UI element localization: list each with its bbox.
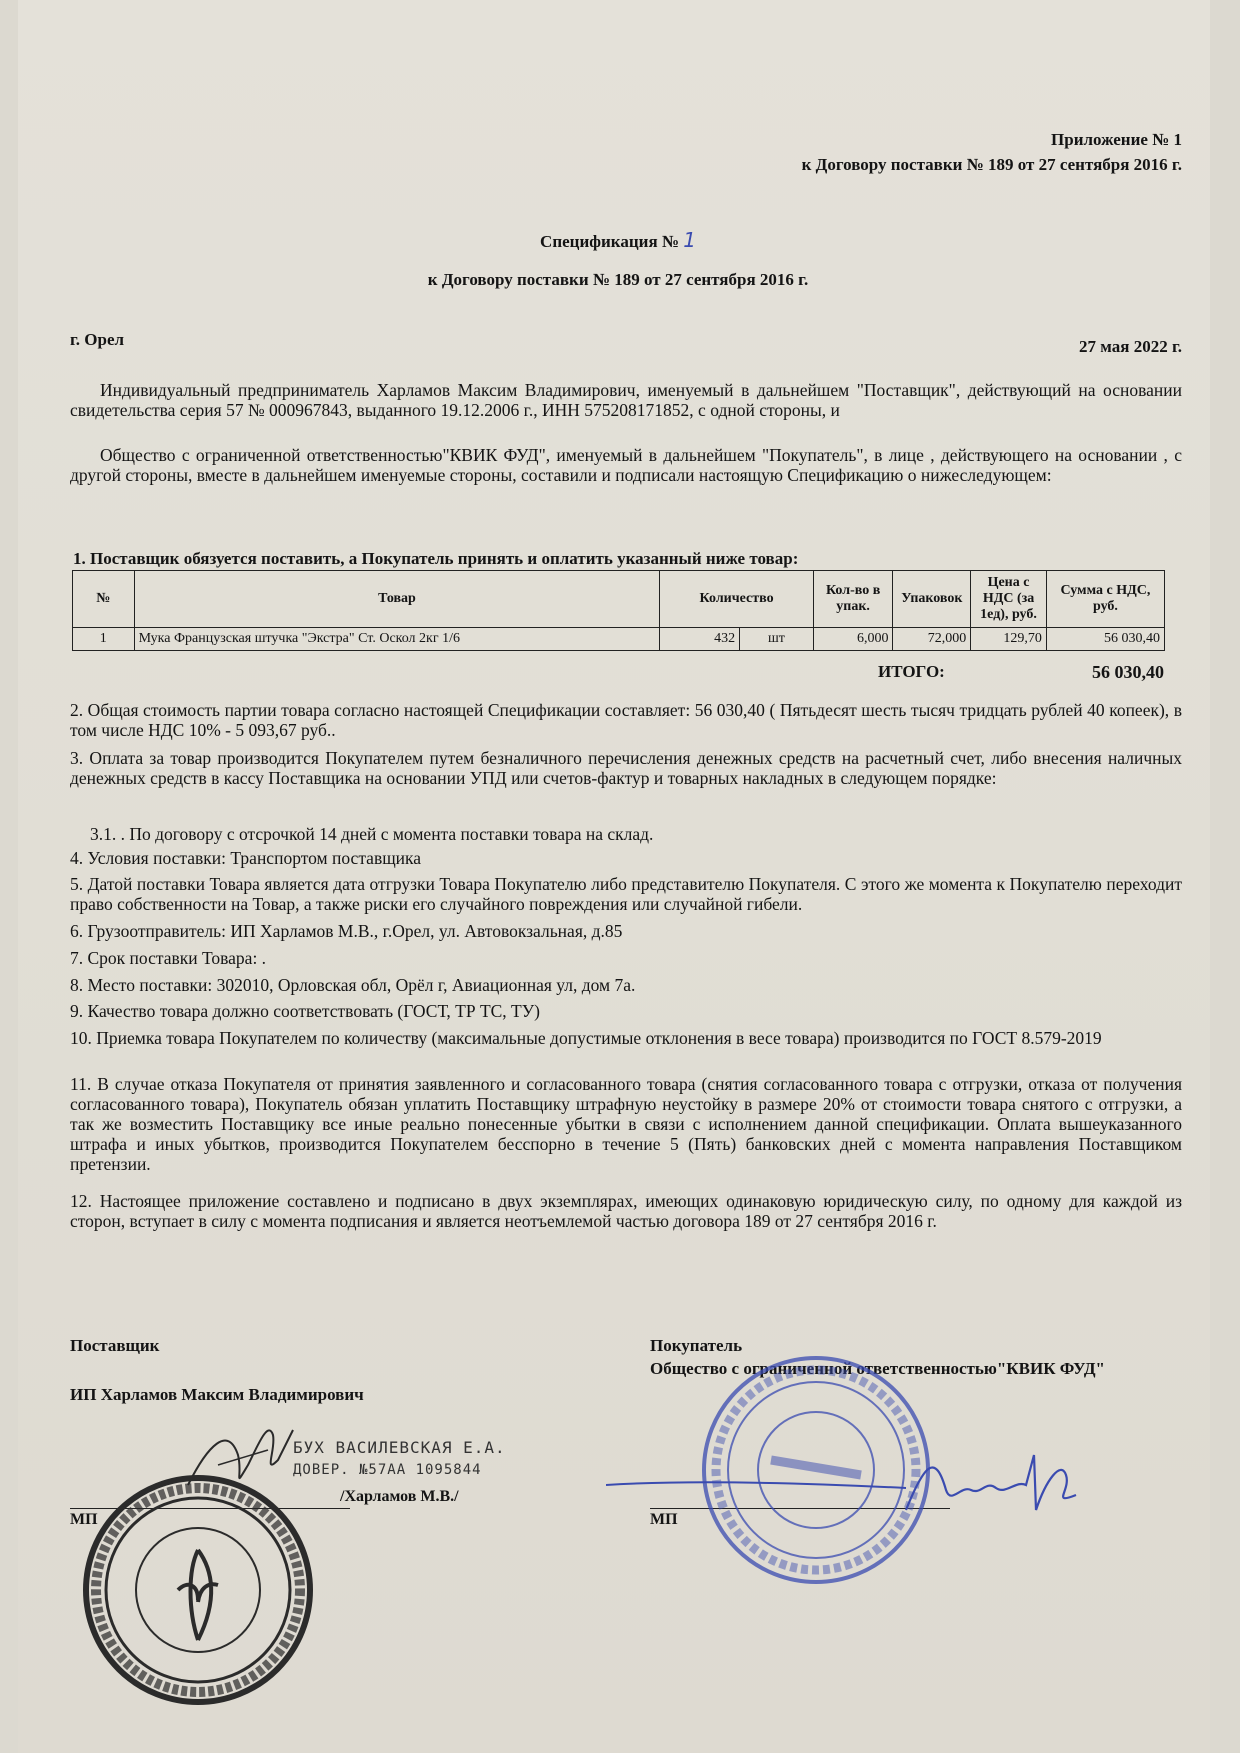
supplier-name: ИП Харламов Максим Владимирович <box>70 1385 364 1404</box>
table-row <box>73 628 1165 651</box>
row-per-pack: 6,000 <box>813 628 893 651</box>
col-sum: Сумма с НДС, руб. <box>1046 571 1164 628</box>
col-product: Товар <box>134 571 660 628</box>
clause-11: 11. В случае отказа Покупателя от принятия заявленного и согласованного товара (снятия согласованного товара с отгрузки, отказа от получения согласованного товара), Покупатель обязан уплатить Поставщику штрафную неустойку в размере 20% от стоимости товара снятого с отгрузки, а так же возместить Поставщику все иные реально понесенные убытки в связи с исполнением данной спецификации. Оплата вышеуказанного штрафа и иных убытков, производится Покупателем бесспорно в течение 5 (Пять) банковских дней с момента направления Поставщиком претензии. <box>70 1074 1182 1174</box>
total-value: 56 030,40 <box>1092 662 1164 682</box>
col-packs: Упаковок <box>893 571 971 628</box>
buyer-label: Покупатель <box>650 1336 743 1355</box>
city: г. Орел <box>70 330 125 349</box>
appendix-contract-ref: к Договору поставки № 189 от 27 сентября 2016 г. <box>801 155 1182 174</box>
supplier-mp: МП <box>70 1511 98 1528</box>
goods-table <box>72 570 1165 651</box>
clause-8: 8. Место поставки: 302010, Орловская обл, Орёл г, Авиационная ул, дом 7а. <box>70 975 636 995</box>
clause-6: 6. Грузоотправитель: ИП Харламов М.В., г.Орел, ул. Автовокзальная, д.85 <box>70 921 623 941</box>
supplier-sign-name: /Харламов М.В./ <box>340 1488 459 1505</box>
supplier-round-stamp <box>78 1470 318 1710</box>
col-per-pack: Кол-во в упак. <box>813 571 893 628</box>
row-price: 129,70 <box>971 628 1047 651</box>
clause-1: 1. Поставщик обязуется поставить, а Покупатель принять и оплатить указанный ниже товар: <box>73 549 799 568</box>
row-number: 1 <box>73 628 135 651</box>
row-sum: 56 030,40 <box>1046 628 1164 651</box>
spec-title <box>318 228 918 252</box>
buyer-signature <box>606 1440 1086 1530</box>
clause-9: 9. Качество товара должно соответствовать (ГОСТ, ТР ТС, ТУ) <box>70 1001 540 1021</box>
document-page <box>18 0 1210 1753</box>
buyer-mp: МП <box>650 1511 678 1528</box>
supplier-label: Поставщик <box>70 1336 160 1355</box>
clause-4: 4. Условия поставки: Транспортом поставщика <box>70 848 422 868</box>
spec-title-text: Спецификация № <box>540 232 684 251</box>
col-quantity: Количество <box>660 571 813 628</box>
clause-2: 2. Общая стоимость партии товара согласно настоящей Спецификации составляет: 56 030,40 ( Пятьдесят шесть тысяч тридцать рублей 40 копеек), в том числе НДС 10% - 5 093,67 руб.. <box>70 700 1182 740</box>
table-header-row <box>73 571 1165 628</box>
total-label: ИТОГО: <box>878 662 945 681</box>
clause-7: 7. Срок поставки Товара: . <box>70 948 267 968</box>
supplier-intro: Индивидуальный предприниматель Харламов Максим Владимирович, именуемый в дальнейшем "Поставщик", действующий на основании свидетельства серия 57 № 000967843, выданного 19.12.2006 г., ИНН 575208171852, с одной стороны, и <box>70 380 1182 420</box>
clause-5: 5. Датой поставки Товара является дата отгрузки Товара Покупателю либо представителю Покупателя. С этого же момента к Покупателю переходит право собственности на Товар, а также риски его случайного повреждения или случайной гибели. <box>70 874 1182 914</box>
spec-subtitle: к Договору поставки № 189 от 27 сентября 2016 г. <box>427 270 809 289</box>
clause-3-1: 3.1. . По договору с отсрочкой 14 дней с момента поставки товара на склад. <box>90 824 654 844</box>
document-date: 27 мая 2022 г. <box>1079 337 1182 356</box>
row-unit: шт <box>740 628 814 651</box>
clause-12: 12. Настоящее приложение составлено и подписано в двух экземплярах, имеющих одинаковую юридическую силу, по одному для каждой из сторон, вступает в силу с момента подписания и является неотъемлемой частью договора 189 от 27 сентября 2016 г. <box>70 1191 1182 1231</box>
appendix-label: Приложение № 1 <box>1051 130 1182 149</box>
col-number: № <box>73 571 135 628</box>
accountant-stamp-line-1: БУХ ВАСИЛЕВСКАЯ Е.А. <box>293 1438 506 1457</box>
buyer-intro: Общество с ограниченной ответственностью"КВИК ФУД", именуемый в дальнейшем "Покупатель", в лице , действующего на основании , с другой стороны, вместе в дальнейшем именуемые стороны, составили и подписали настоящую Спецификацию о нижеследующем: <box>70 445 1182 485</box>
clause-10: 10. Приемка товара Покупателем по количеству (максимальные допустимые отклонения в весе товара) производится по ГОСТ 8.579-2019 <box>70 1028 1102 1048</box>
clause-3: 3. Оплата за товар производится Покупателем путем безналичного перечисления денежных средств на расчетный счет, либо внесения наличных денежных средств в кассу Поставщика на основании УПД или счетов-фактур и товарных накладных в следующем порядке: <box>70 748 1182 788</box>
row-product: Мука Французская штучка "Экстра" Ст. Оскол 2кг 1/6 <box>134 628 660 651</box>
accountant-stamp-line-2: ДОВЕР. №57АА 1095844 <box>293 1462 482 1478</box>
buyer-name: Общество с ограниченной ответственностью"КВИК ФУД" <box>650 1359 1105 1378</box>
row-qty: 432 <box>660 628 740 651</box>
spec-number-handwritten: 1 <box>683 228 696 252</box>
row-packs: 72,000 <box>893 628 971 651</box>
col-price: Цена с НДС (за 1ед), руб. <box>971 571 1047 628</box>
